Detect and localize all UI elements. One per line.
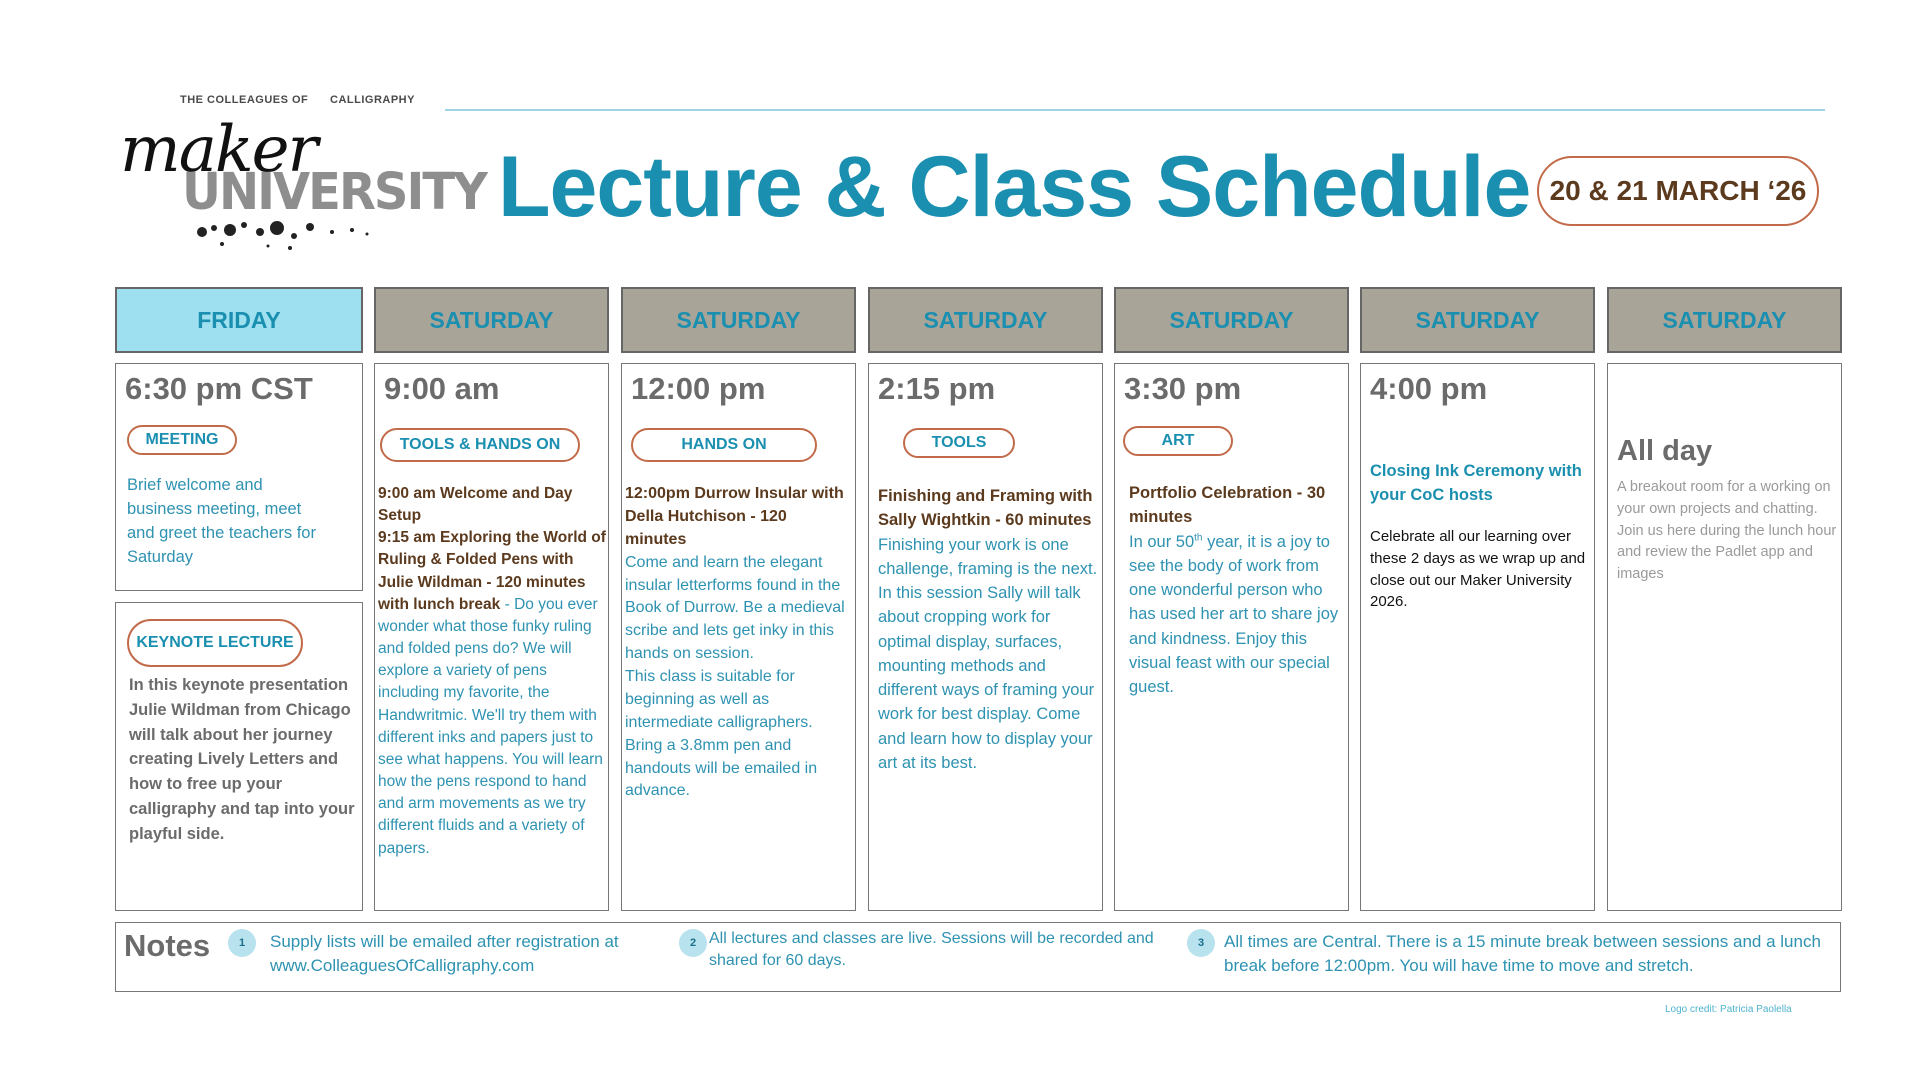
session-description	[625, 483, 851, 803]
session-description	[1129, 481, 1341, 699]
session-tag: TOOLS & HANDS ON	[380, 428, 580, 462]
note-number-1: 1	[228, 929, 256, 957]
session-time: 2:15 pm	[878, 371, 996, 406]
logo-script-text: maker	[120, 113, 317, 187]
notes-title: Notes	[124, 928, 211, 963]
session-tag: TOOLS	[903, 428, 1015, 458]
session-card-sat-400	[1360, 363, 1595, 911]
session-description: Celebrate all our learning over these 2 days as we wrap up and close out our Maker University 2026.	[1370, 528, 1586, 611]
session-time: 4:00 pm	[1370, 371, 1488, 406]
session-heading: Portfolio Celebration - 30 minutes	[1129, 484, 1326, 527]
session-body: year, it is a joy to see the body of work from one wonderful person who has used her art to share joy and kindness. Enjoy this visual feast with our special guest.	[1129, 532, 1339, 696]
ink-splatter-icon	[182, 210, 382, 260]
session-description: In this keynote presentation Julie Wildman from Chicago will talk about her journey creating Lively Letters and how to free up your calligraphy and tap into your playful side.	[129, 676, 355, 843]
session-time: 3:30 pm	[1124, 371, 1242, 406]
session-card-sat-allday	[1607, 363, 1842, 911]
day-header-saturday-4: SATURDAY	[1114, 287, 1349, 353]
day-header-saturday-2: SATURDAY	[621, 287, 856, 353]
session-description	[878, 484, 1100, 775]
session-tag: HANDS ON	[631, 428, 817, 462]
session-description: A breakout room for a working on your own projects and chatting. Join us here during the lunch hour and review the Padlet app and images	[1617, 479, 1837, 582]
logo-credit: Logo credit: Patricia Paolella	[1665, 1004, 1792, 1015]
day-header-saturday-5: SATURDAY	[1360, 287, 1595, 353]
session-body: Come and learn the elegant insular letterforms found in the Book of Durrow. Be a medieval scribe and lets get inky in this hands on session.	[625, 553, 845, 663]
session-description: Brief welcome and business meeting, meet and greet the teachers for Saturday	[127, 476, 316, 566]
session-card-sat-330	[1114, 363, 1349, 911]
logo-top-right-text: CALLIGRAPHY	[330, 94, 415, 106]
day-header-saturday-6: SATURDAY	[1607, 287, 1842, 353]
note-text-3: All times are Central. There is a 15 minute break between sessions and a lunch break before 12:00pm. You will have time to move and stretch.	[1224, 932, 1821, 975]
page-title: Lecture & Class Schedule	[498, 139, 1531, 235]
session-body: Finishing your work is one challenge, framing is the next. In this session Sally will talk about cropping work for optimal display, surfaces, mounting methods and different ways of framing your work for best display. Come and learn how to display your art at its best.	[878, 535, 1098, 772]
session-heading: 12:00pm Durrow Insular with Della Hutchison - 120 minutes	[625, 485, 844, 548]
session-time: 9:00 am	[384, 371, 500, 406]
day-header-friday: FRIDAY	[115, 287, 363, 353]
session-description	[378, 483, 606, 860]
session-time: All day	[1617, 435, 1713, 467]
session-tag: MEETING	[127, 425, 237, 455]
session-subheading: 9:15 am Exploring the World of Ruling & Folded Pens with Julie Wildman - 120 minutes with lunch break	[378, 529, 606, 613]
session-card-sat-900	[374, 363, 609, 911]
date-badge: 20 & 21 MARCH ‘26	[1537, 156, 1819, 226]
session-time: 6:30 pm CST	[125, 371, 313, 406]
session-card-sat-1200	[621, 363, 856, 911]
logo-university-text: UNIVERSITY	[182, 162, 486, 222]
session-heading: Finishing and Framing with Sally Wightkin - 60 minutes	[878, 487, 1093, 530]
note-text-2: All lectures and classes are live. Sessions will be recorded and shared for 60 days.	[709, 930, 1154, 970]
note-text-1: Supply lists will be emailed after registration at www.ColleaguesOfCalligraphy.com	[270, 932, 619, 975]
day-header-saturday-3: SATURDAY	[868, 287, 1103, 353]
note-number-3: 3	[1187, 929, 1215, 957]
session-body: - Do you ever wonder what those funky ruling and folded pens do? We will explore a variety of pens including my favorite, the Handwritmic. We'll try them with different inks and papers just to see what happens. You will learn how the pens respond to hand and arm movements as we try different fluids and a variety of papers.	[378, 595, 603, 857]
header-divider	[445, 109, 1825, 111]
logo-top-left-text: THE COLLEAGUES OF	[180, 94, 309, 106]
session-tag: ART	[1123, 426, 1233, 456]
session-time: 12:00 pm	[631, 371, 766, 406]
session-body-start: In our 50	[1129, 532, 1195, 551]
session-card-friday-meeting	[115, 363, 363, 591]
session-card-sat-215	[868, 363, 1103, 911]
day-header-saturday-1: SATURDAY	[374, 287, 609, 353]
session-heading: 9:00 am Welcome and Day Setup	[378, 485, 573, 525]
maker-university-logo	[112, 60, 486, 260]
session-card-keynote	[115, 602, 363, 911]
ordinal-suffix: th	[1194, 532, 1203, 543]
session-heading: Closing Ink Ceremony with your CoC hosts	[1370, 462, 1582, 504]
session-body-2: This class is suitable for beginning as well as intermediate calligraphers. Bring a 3.8mm pen and handouts will be emailed in advance.	[625, 668, 818, 800]
session-tag: KEYNOTE LECTURE	[127, 619, 303, 667]
note-number-2: 2	[679, 929, 707, 957]
